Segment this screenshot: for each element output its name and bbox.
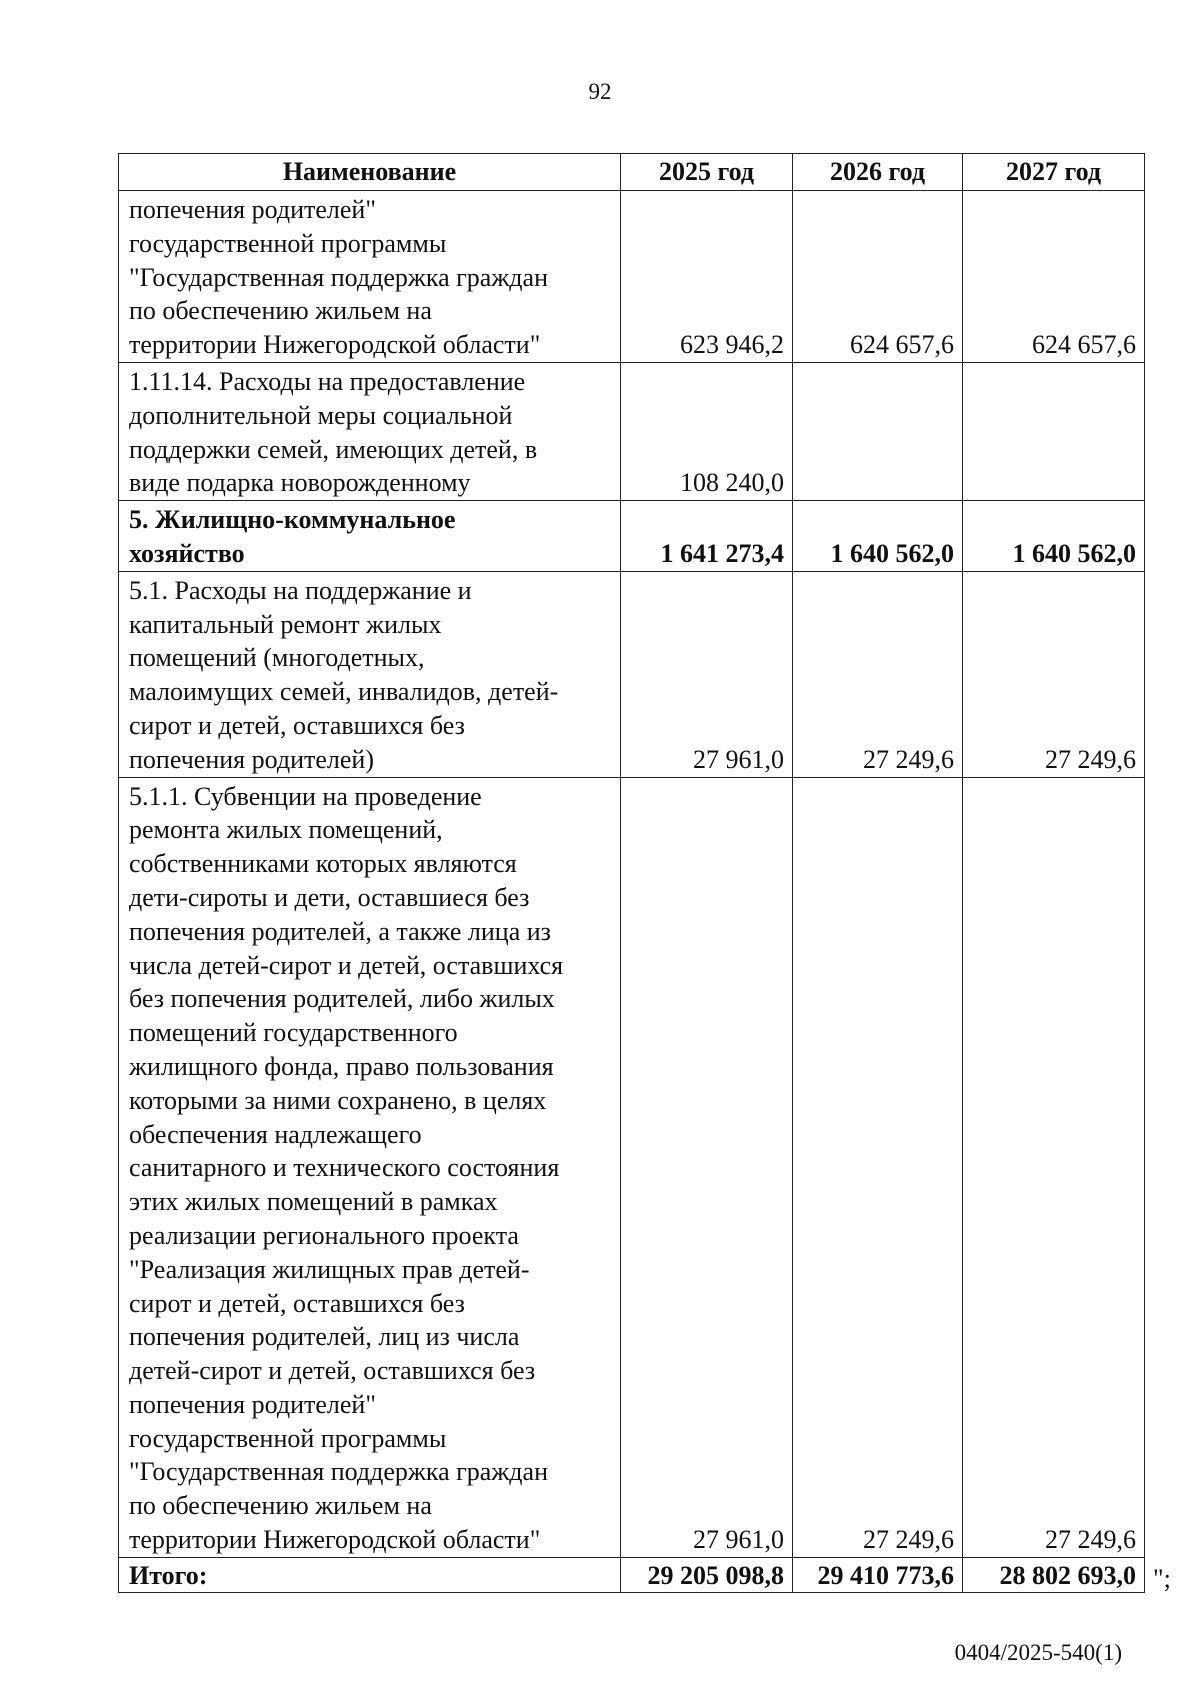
row-name-line: "Реализация жилищных прав детей- [129, 1254, 530, 1284]
value-2027: 1 640 562,0 [963, 501, 1145, 572]
row-name-line: территории Нижегородской области" [129, 330, 541, 360]
row-name-cell [119, 191, 621, 363]
header-2025: 2025 год [621, 154, 793, 191]
row-name-line: санитарного и технического состояния [129, 1153, 560, 1183]
row-name-line: капитальный ремонт жилых [129, 609, 442, 639]
row-name-line: "Государственная поддержка граждан [129, 1457, 548, 1487]
row-name-line: дети-сироты и дети, оставшиеся без [129, 882, 530, 912]
row-name-line: малоимущих семей, инвалидов, детей- [129, 677, 559, 707]
table-row [119, 777, 1145, 1557]
table-header-row [119, 154, 1145, 191]
row-name-line: ремонта жилых помещений, [129, 815, 443, 845]
row-name-line: дополнительной меры социальной [129, 400, 513, 430]
row-name-line: по обеспечению жильем на [129, 1491, 432, 1521]
row-name-line: виде подарка новорожденному [129, 468, 471, 498]
total-2027: 28 802 693,0 [963, 1557, 1145, 1592]
value-2025: 1 641 273,4 [621, 501, 793, 572]
total-row [119, 1557, 1145, 1592]
row-name-cell [119, 362, 621, 500]
table-row [119, 191, 1145, 363]
row-name-line: территории Нижегородской области" [129, 1525, 541, 1555]
row-name-line: попечения родителей) [129, 744, 375, 774]
row-name-line: 1.11.14. Расходы на предоставление [129, 366, 526, 396]
row-name-line: жилищного фонда, право пользования [129, 1051, 554, 1081]
row-name-line: сирот и детей, оставшихся без [129, 710, 465, 740]
row-name-line: без попечения родителей, либо жилых [129, 984, 555, 1014]
value-2026: 1 640 562,0 [793, 501, 963, 572]
value-2027: 27 249,6 [963, 777, 1145, 1557]
row-name-line: хозяйство [129, 538, 245, 568]
row-name-cell [119, 501, 621, 572]
budget-table [118, 153, 1145, 1593]
row-name-line: 5. Жилищно-коммунальное [129, 505, 456, 535]
row-name-line: числа детей-сирот и детей, оставшихся [129, 950, 564, 980]
value-2025: 108 240,0 [621, 362, 793, 500]
header-2026: 2026 год [793, 154, 963, 191]
document-code: 0404/2025-540(1) [954, 1640, 1122, 1665]
row-name-line: поддержки семей, имеющих детей, в [129, 434, 538, 464]
value-2026: 27 249,6 [793, 777, 963, 1557]
value-2025: 27 961,0 [621, 571, 793, 777]
row-name-cell [119, 777, 621, 1557]
row-name-line: 5.1.1. Субвенции на проведение [129, 781, 482, 811]
row-name-line: государственной программы [129, 1423, 447, 1453]
value-2025: 623 946,2 [621, 191, 793, 363]
value-2026: 27 249,6 [793, 571, 963, 777]
header-name: Наименование [119, 154, 621, 191]
row-name-line: попечения родителей" [129, 195, 376, 224]
total-2026: 29 410 773,6 [793, 1557, 963, 1592]
row-name-line: этих жилых помещений в рамках [129, 1187, 498, 1217]
table-row [119, 571, 1145, 777]
row-name-line: 5.1. Расходы на поддержание и [129, 575, 472, 605]
row-name-line: по обеспечению жильем на [129, 296, 432, 326]
row-name-line: детей-сирот и детей, оставшихся без [129, 1356, 536, 1386]
value-2027: 27 249,6 [963, 571, 1145, 777]
row-name-line: государственной программы [129, 228, 447, 258]
row-name-line: Итого: [129, 1560, 208, 1590]
section-row [119, 501, 1145, 572]
row-name-line: которыми за ними сохранено, в целях [129, 1085, 547, 1115]
value-2027: 624 657,6 [963, 191, 1145, 363]
value-2026 [793, 362, 963, 500]
row-name-line: обеспечения надлежащего [129, 1119, 422, 1149]
closing-quote-mark: "; [1153, 1564, 1171, 1593]
total-label [119, 1557, 621, 1592]
value-2027 [963, 362, 1145, 500]
row-name-cell [119, 571, 621, 777]
row-name-line: попечения родителей" [129, 1389, 376, 1419]
row-name-line: реализации регионального проекта [129, 1220, 519, 1250]
row-name-line: сирот и детей, оставшихся без [129, 1288, 465, 1318]
page-number: 92 [588, 79, 612, 104]
value-2026: 624 657,6 [793, 191, 963, 363]
header-2027: 2027 год [963, 154, 1145, 191]
row-name-line: собственниками которых являются [129, 849, 517, 879]
row-name-line: "Государственная поддержка граждан [129, 262, 548, 292]
row-name-line: помещений (многодетных, [129, 643, 425, 673]
total-2025: 29 205 098,8 [621, 1557, 793, 1592]
row-name-line: попечения родителей, а также лица из [129, 916, 551, 946]
row-name-line: попечения родителей, лиц из числа [129, 1322, 520, 1352]
value-2025: 27 961,0 [621, 777, 793, 1557]
table-row [119, 362, 1145, 500]
row-name-line: помещений государственного [129, 1018, 458, 1048]
